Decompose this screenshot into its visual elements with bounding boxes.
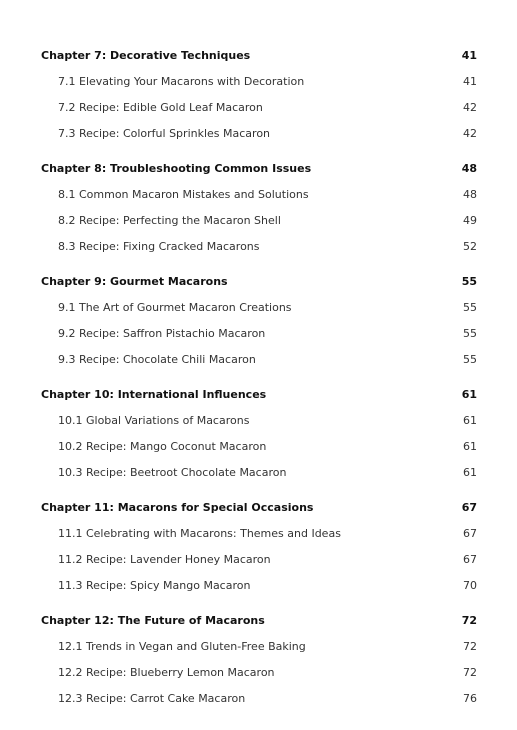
- section-entry[interactable]: [41, 520, 477, 546]
- section-entry[interactable]: [41, 633, 477, 659]
- section-title: 12.3 Recipe: Carrot Cake Macaron: [58, 691, 246, 705]
- section-entry[interactable]: [41, 68, 477, 94]
- section-entry[interactable]: [41, 233, 477, 259]
- toc-chapter-10: [41, 381, 477, 485]
- section-entry[interactable]: [41, 320, 477, 346]
- section-title: 8.3 Recipe: Fixing Cracked Macarons: [58, 239, 260, 253]
- chapter-page-number: 72: [461, 613, 477, 627]
- chapter-entry[interactable]: [41, 494, 477, 520]
- chapter-page-number: 61: [461, 387, 477, 401]
- section-title: 10.3 Recipe: Beetroot Chocolate Macaron: [58, 465, 287, 479]
- chapter-entry[interactable]: [41, 42, 477, 68]
- section-entry[interactable]: [41, 433, 477, 459]
- section-page-number: 41: [463, 74, 477, 88]
- chapter-title: Chapter 8: Troubleshooting Common Issues: [41, 161, 312, 175]
- section-title: 12.1 Trends in Vegan and Gluten-Free Baking: [58, 639, 306, 653]
- chapter-entry[interactable]: [41, 607, 477, 633]
- section-title: 10.2 Recipe: Mango Coconut Macaron: [58, 439, 267, 453]
- section-title: 8.1 Common Macaron Mistakes and Solutions: [58, 187, 309, 201]
- section-entry[interactable]: [41, 120, 477, 146]
- section-page-number: 67: [463, 552, 477, 566]
- section-page-number: 61: [463, 465, 477, 479]
- toc-chapter-9: [41, 268, 477, 372]
- section-title: 7.1 Elevating Your Macarons with Decoration: [58, 74, 305, 88]
- section-title: 11.1 Celebrating with Macarons: Themes and Ideas: [58, 526, 341, 540]
- chapter-page-number: 55: [461, 274, 477, 288]
- chapter-title: Chapter 11: Macarons for Special Occasions: [41, 500, 314, 514]
- chapter-page-number: 48: [461, 161, 477, 175]
- section-page-number: 55: [463, 326, 477, 340]
- section-page-number: 61: [463, 439, 477, 453]
- section-entry[interactable]: [41, 685, 477, 711]
- chapter-page-number: 67: [461, 500, 477, 514]
- section-title: 9.2 Recipe: Saffron Pistachio Macaron: [58, 326, 266, 340]
- chapter-entry[interactable]: [41, 268, 477, 294]
- toc-chapter-7: [41, 42, 477, 146]
- section-page-number: 72: [463, 639, 477, 653]
- chapter-title: Chapter 10: International Influences: [41, 387, 267, 401]
- section-page-number: 52: [463, 239, 477, 253]
- section-title: 7.2 Recipe: Edible Gold Leaf Macaron: [58, 100, 263, 114]
- table-of-contents: [41, 42, 477, 711]
- toc-chapter-8: [41, 155, 477, 259]
- chapter-page-number: 41: [461, 48, 477, 62]
- section-page-number: 48: [463, 187, 477, 201]
- section-entry[interactable]: [41, 659, 477, 685]
- section-page-number: 49: [463, 213, 477, 227]
- section-entry[interactable]: [41, 207, 477, 233]
- section-title: 8.2 Recipe: Perfecting the Macaron Shell: [58, 213, 281, 227]
- section-page-number: 55: [463, 300, 477, 314]
- toc-chapter-11: [41, 494, 477, 598]
- section-page-number: 72: [463, 665, 477, 679]
- section-page-number: 70: [463, 578, 477, 592]
- section-entry[interactable]: [41, 94, 477, 120]
- section-entry[interactable]: [41, 546, 477, 572]
- chapter-title: Chapter 9: Gourmet Macarons: [41, 274, 228, 288]
- chapter-entry[interactable]: [41, 381, 477, 407]
- section-entry[interactable]: [41, 572, 477, 598]
- section-entry[interactable]: [41, 459, 477, 485]
- section-page-number: 67: [463, 526, 477, 540]
- section-title: 11.3 Recipe: Spicy Mango Macaron: [58, 578, 251, 592]
- section-entry[interactable]: [41, 181, 477, 207]
- chapter-entry[interactable]: [41, 155, 477, 181]
- section-page-number: 42: [463, 100, 477, 114]
- chapter-title: Chapter 12: The Future of Macarons: [41, 613, 265, 627]
- section-title: 11.2 Recipe: Lavender Honey Macaron: [58, 552, 271, 566]
- section-entry[interactable]: [41, 407, 477, 433]
- section-page-number: 61: [463, 413, 477, 427]
- section-page-number: 55: [463, 352, 477, 366]
- section-title: 10.1 Global Variations of Macarons: [58, 413, 250, 427]
- section-title: 7.3 Recipe: Colorful Sprinkles Macaron: [58, 126, 271, 140]
- section-title: 12.2 Recipe: Blueberry Lemon Macaron: [58, 665, 275, 679]
- toc-chapter-12: [41, 607, 477, 711]
- section-page-number: 76: [463, 691, 477, 705]
- section-title: 9.3 Recipe: Chocolate Chili Macaron: [58, 352, 256, 366]
- section-title: 9.1 The Art of Gourmet Macaron Creations: [58, 300, 292, 314]
- section-entry[interactable]: [41, 346, 477, 372]
- section-entry[interactable]: [41, 294, 477, 320]
- section-page-number: 42: [463, 126, 477, 140]
- chapter-title: Chapter 7: Decorative Techniques: [41, 48, 251, 62]
